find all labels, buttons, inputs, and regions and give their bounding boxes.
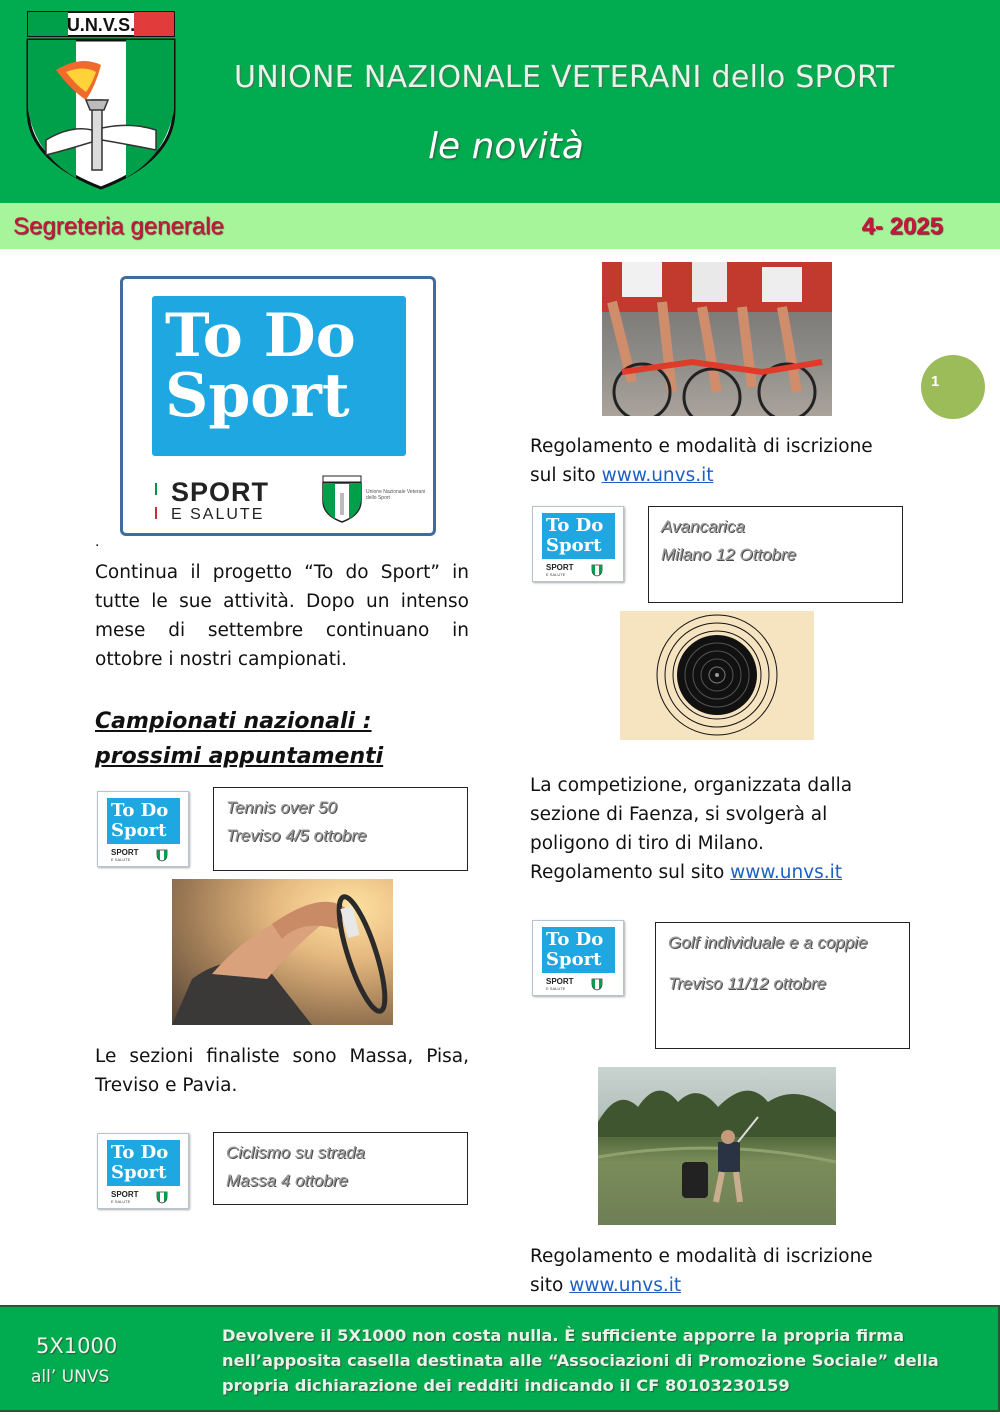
event-title: Avancarica bbox=[661, 517, 745, 536]
unvs-link-1[interactable]: www.unvs.it bbox=[601, 465, 714, 486]
section-heading: Campionati nazionali : prossimi appuntamenti bbox=[95, 709, 384, 769]
shooting-target-icon bbox=[620, 611, 814, 740]
shooting-note-line1: La competizione, organizzata dalla bbox=[530, 775, 853, 796]
tennis-player-illustration bbox=[172, 879, 393, 1025]
small-logo-line1: To Do bbox=[546, 929, 604, 950]
small-logo-line2: Sport bbox=[546, 535, 602, 556]
small-logo-golf bbox=[532, 920, 624, 996]
unvs-link-2[interactable]: www.unvs.it bbox=[730, 862, 843, 883]
shield-acronym: U.N.V.S. bbox=[66, 15, 136, 35]
event-date: Milano 12 Ottobre bbox=[661, 545, 797, 564]
page-number-badge bbox=[921, 355, 985, 419]
page-number: 1 bbox=[931, 373, 940, 390]
small-logo-line1: To Do bbox=[111, 1142, 169, 1163]
small-logo-line2: Sport bbox=[546, 949, 602, 970]
shooting-note bbox=[530, 771, 904, 887]
small-logo-avancarica bbox=[532, 506, 624, 582]
small-logo-salute: E SALUTE bbox=[111, 857, 131, 862]
issue-number: 4- 2025 bbox=[861, 213, 943, 240]
stray-dot: . bbox=[95, 533, 100, 550]
mini-shield-icon bbox=[591, 564, 603, 577]
small-logo-cycling bbox=[97, 1133, 189, 1209]
shooting-reg-prefix: Regolamento sul sito bbox=[530, 862, 731, 883]
small-logo-blue bbox=[107, 798, 180, 844]
event-box-cycling bbox=[213, 1132, 468, 1205]
small-logo-sport: SPORT bbox=[111, 848, 139, 857]
golf-note bbox=[530, 1242, 904, 1300]
shooting-note-line3: poligono di tiro di Milano. bbox=[530, 833, 764, 854]
header bbox=[0, 0, 1000, 203]
event-date: Treviso 4/5 ottobre bbox=[226, 826, 367, 845]
small-logo-salute: E SALUTE bbox=[111, 1199, 131, 1204]
org-title: UNIONE NAZIONALE VETERANI dello SPORT bbox=[234, 60, 895, 95]
event-box-avancarica bbox=[648, 506, 903, 603]
footer-line2: nell’apposita casella destinata alle “Associazioni di Promozione Sociale” della bbox=[222, 1351, 939, 1370]
cycling-note-line1: Regolamento e modalità di iscrizione bbox=[530, 436, 873, 457]
event-date: Massa 4 ottobre bbox=[226, 1171, 348, 1190]
cycling-note-prefix: sul sito bbox=[530, 465, 602, 486]
unvs-link-3[interactable]: www.unvs.it bbox=[569, 1275, 682, 1296]
logo-salute-text: E SALUTE bbox=[171, 506, 265, 523]
small-logo-tennis bbox=[97, 791, 189, 867]
footer-5x1000 bbox=[0, 1305, 1000, 1412]
small-logo-salute: E SALUTE bbox=[546, 572, 566, 577]
footer-line1: Devolvere il 5X1000 non costa nulla. È sufficiente apporre la propria firma bbox=[222, 1326, 905, 1345]
logo-line1: To Do bbox=[165, 301, 356, 371]
footer-label-top: 5X1000 bbox=[36, 1334, 118, 1358]
issue-title: le novità bbox=[428, 126, 584, 167]
footer-label-bottom: all’ UNVS bbox=[31, 1367, 110, 1387]
small-logo-blue bbox=[542, 513, 615, 559]
small-logo-line1: To Do bbox=[546, 515, 604, 536]
golf-note-prefix: sito bbox=[530, 1275, 570, 1296]
tennis-note: Le sezioni finaliste sono Massa, Pisa, Treviso e Pavia. bbox=[95, 1046, 469, 1096]
to-do-sport-logo bbox=[120, 276, 436, 536]
shooting-target-photo bbox=[620, 611, 814, 740]
footer-text bbox=[222, 1323, 982, 1398]
logo-sport-text: SPORT bbox=[171, 477, 270, 507]
event-box-tennis bbox=[213, 787, 468, 871]
italian-flag-bar bbox=[155, 483, 157, 519]
event-title: Golf individuale e a coppie bbox=[668, 933, 868, 952]
tennis-photo bbox=[172, 879, 393, 1025]
logo-blue-block bbox=[152, 296, 406, 456]
small-logo-sport: SPORT bbox=[546, 563, 574, 572]
golf-note-line1: Regolamento e modalità di iscrizione bbox=[530, 1246, 873, 1267]
small-logo-blue bbox=[542, 927, 615, 973]
footer-line3: propria dichiarazione dei redditi indicando il CF 80103230159 bbox=[222, 1376, 790, 1395]
golfer-illustration bbox=[598, 1067, 836, 1225]
intro-paragraph: Continua il progetto “To do Sport” in tutte le sue attività. Dopo un intenso mese di settembre continuano in ottobre i nostri campionati. bbox=[95, 562, 469, 670]
golf-photo bbox=[598, 1067, 836, 1225]
shooting-note-line2: sezione di Faenza, si svolgerà al bbox=[530, 804, 828, 825]
event-title: Ciclismo su strada bbox=[226, 1143, 365, 1162]
unvs-mini-shield-icon bbox=[321, 475, 363, 523]
unvs-shield-logo bbox=[26, 10, 176, 190]
logo-fine-print: Unione Nazionale Veterani dello Sport bbox=[366, 489, 426, 501]
small-logo-salute: E SALUTE bbox=[546, 986, 566, 991]
logo-line2: Sport bbox=[165, 361, 350, 431]
section-title: Segreteria generale bbox=[13, 213, 224, 240]
cyclists-illustration bbox=[602, 262, 832, 416]
small-logo-line1: To Do bbox=[111, 800, 169, 821]
small-logo-line2: Sport bbox=[111, 1162, 167, 1183]
section-band bbox=[0, 203, 1000, 249]
event-date: Treviso 11/12 ottobre bbox=[668, 974, 827, 993]
small-logo-blue bbox=[107, 1140, 180, 1186]
mini-shield-icon bbox=[591, 978, 603, 991]
small-logo-sport: SPORT bbox=[546, 977, 574, 986]
mini-shield-icon bbox=[156, 1191, 168, 1204]
mini-shield-icon bbox=[156, 849, 168, 862]
small-logo-line2: Sport bbox=[111, 820, 167, 841]
cycling-note bbox=[530, 432, 904, 490]
event-title: Tennis over 50 bbox=[226, 798, 337, 817]
event-box-golf bbox=[655, 922, 910, 1049]
cycling-photo bbox=[602, 262, 832, 416]
small-logo-sport: SPORT bbox=[111, 1190, 139, 1199]
